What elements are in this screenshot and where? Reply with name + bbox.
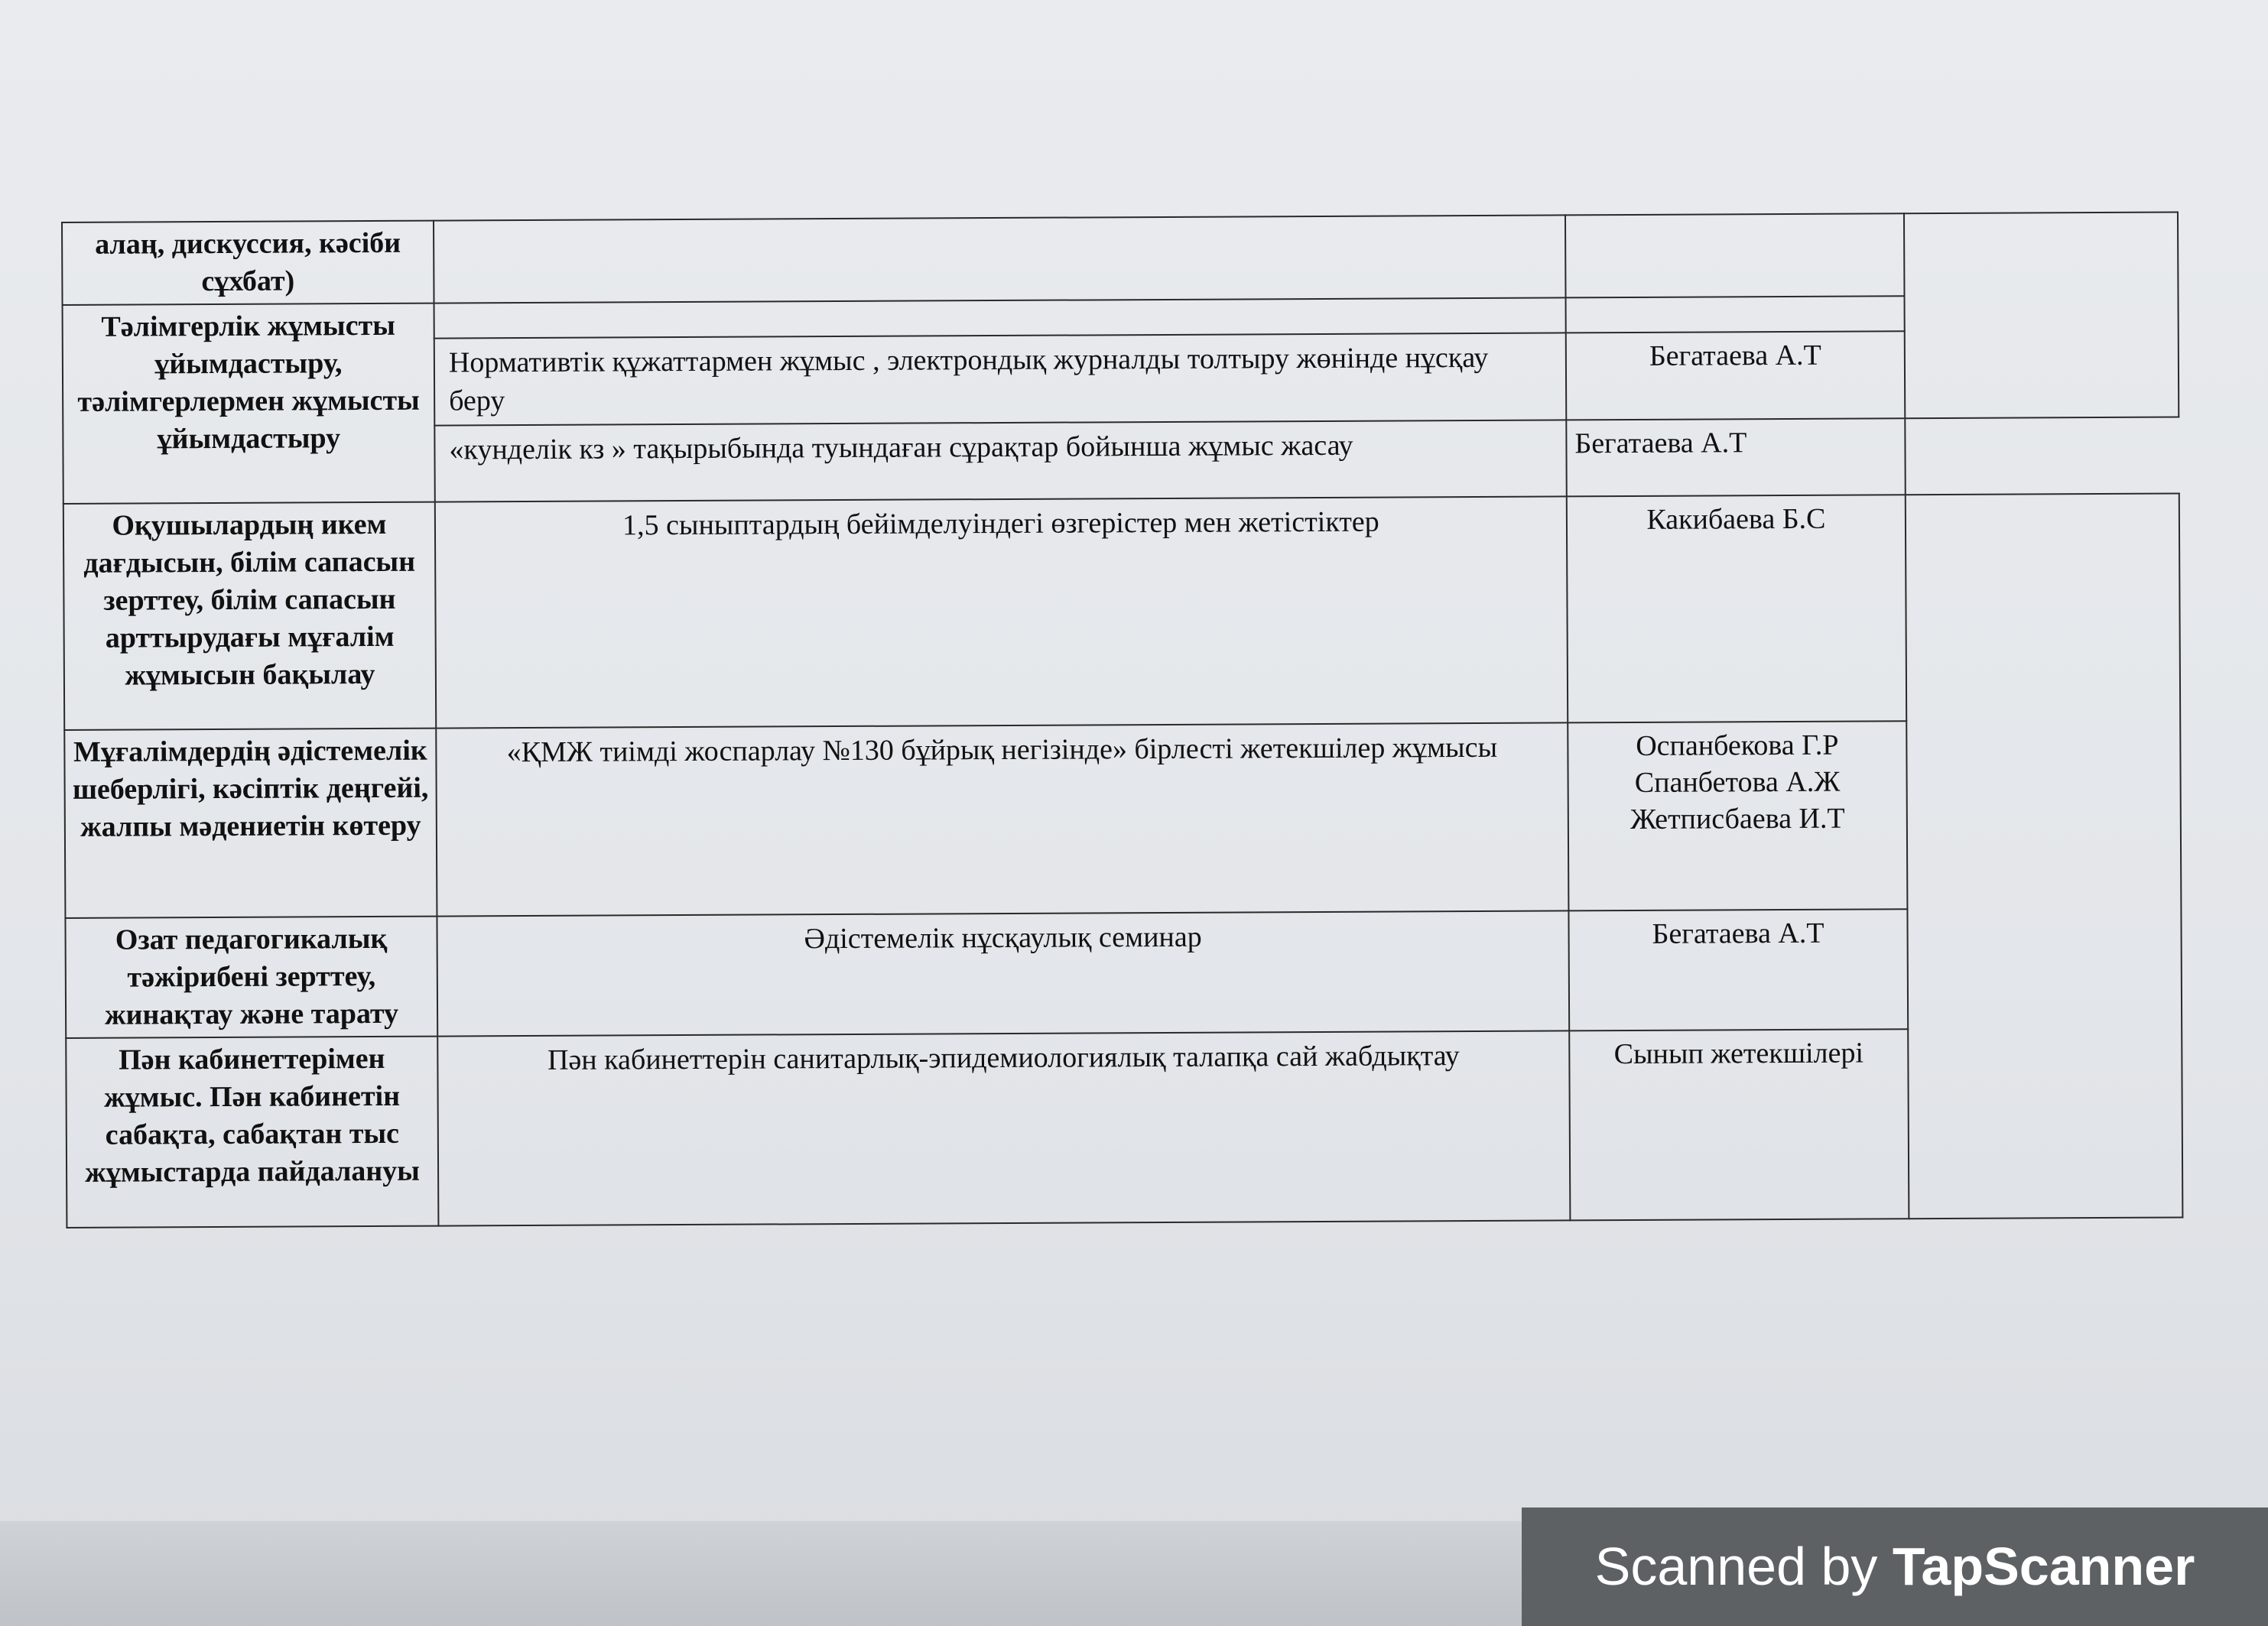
responsible-name: Спанбетова А.Ж bbox=[1634, 765, 1841, 799]
table-row bbox=[66, 1027, 2182, 1228]
table-row bbox=[63, 493, 2180, 730]
activity-cell: 1,5 сыныптардың бейімделуіндегі өзгерістер мен жетістіктер bbox=[435, 496, 1568, 728]
responsible-cell bbox=[1566, 331, 1906, 420]
responsible-cell-empty bbox=[1565, 213, 1905, 297]
table-row bbox=[64, 719, 2181, 918]
activity-cell: «ҚМЖ тиімді жоспарлау №130 бұйрық негізінде» бірлесті жетекшілер жұмысы bbox=[436, 722, 1568, 916]
responsible-cell bbox=[1569, 1029, 1909, 1220]
responsible-name: Бегатаева А.Т bbox=[1652, 917, 1824, 950]
responsible-name: Оспанбекова Г.Р bbox=[1636, 729, 1839, 762]
category-cell: алаң, дискуссия, кәсіби сұхбат) bbox=[62, 221, 434, 305]
responsible-name: Какибаева Б.С bbox=[1646, 502, 1826, 536]
category-cell: Озат педагогикалық тәжірибені зерттеу, жинақтау және тарату bbox=[65, 917, 437, 1038]
activity-cell: Әдістемелік нұсқаулық семинар bbox=[437, 910, 1569, 1036]
responsible-cell bbox=[1568, 721, 1907, 910]
plan-table bbox=[61, 211, 2183, 1228]
activity-cell: Нормативтік құжаттармен жұмыс , электрондық журналды толтыру жөнінде нұсқау беру bbox=[434, 333, 1567, 425]
watermark-brand: TapScanner bbox=[1892, 1537, 2195, 1596]
category-cell: Тәлімгерлік жұмысты ұйымдастыру, тәлімгерлермен жұмысты ұйымдастыру bbox=[63, 303, 435, 504]
table-row bbox=[62, 212, 2178, 305]
category-cell: Оқушылардың икем дағдысын, білім сапасын зерттеу, білім сапасын арттырудағы мұғалім жұмысын бақылау bbox=[63, 502, 436, 730]
watermark-prefix: Scanned by bbox=[1594, 1537, 1893, 1596]
responsible-name: Бегатаева А.Т bbox=[1574, 427, 1747, 460]
category-cell: Мұғалімдердің әдістемелік шеберлігі, кәсіптік деңгейі, жалпы мәдениетін көтеру bbox=[64, 729, 437, 918]
notes-cell bbox=[1906, 493, 2183, 1219]
notes-cell bbox=[1904, 212, 2179, 418]
responsible-cell bbox=[1566, 418, 1905, 496]
activity-cell-empty bbox=[434, 215, 1566, 303]
scanner-watermark bbox=[1522, 1508, 2268, 1626]
responsible-name: Сынып жетекшілері bbox=[1613, 1037, 1864, 1071]
responsible-name: Бегатаева А.Т bbox=[1649, 339, 1821, 372]
responsible-cell bbox=[1567, 495, 1906, 722]
activity-cell-empty bbox=[434, 297, 1566, 338]
activity-cell: «кунделік кз » тақырыбында туындаған сұрақтар бойынша жұмыс жасау bbox=[434, 420, 1566, 501]
responsible-cell-empty bbox=[1566, 296, 1905, 333]
category-cell: Пән кабинеттерімен жұмыс. Пән кабинетін сабақта, сабақтан тыс жұмыстарда пайдалануы bbox=[66, 1037, 438, 1228]
responsible-name: Жетписбаева И.Т bbox=[1630, 802, 1845, 836]
responsible-cell bbox=[1568, 909, 1908, 1030]
table-row bbox=[65, 907, 2182, 1038]
activity-cell: Пән кабинеттерін санитарлық-эпидемиологиялық талапқа сай жабдықтау bbox=[437, 1030, 1570, 1225]
